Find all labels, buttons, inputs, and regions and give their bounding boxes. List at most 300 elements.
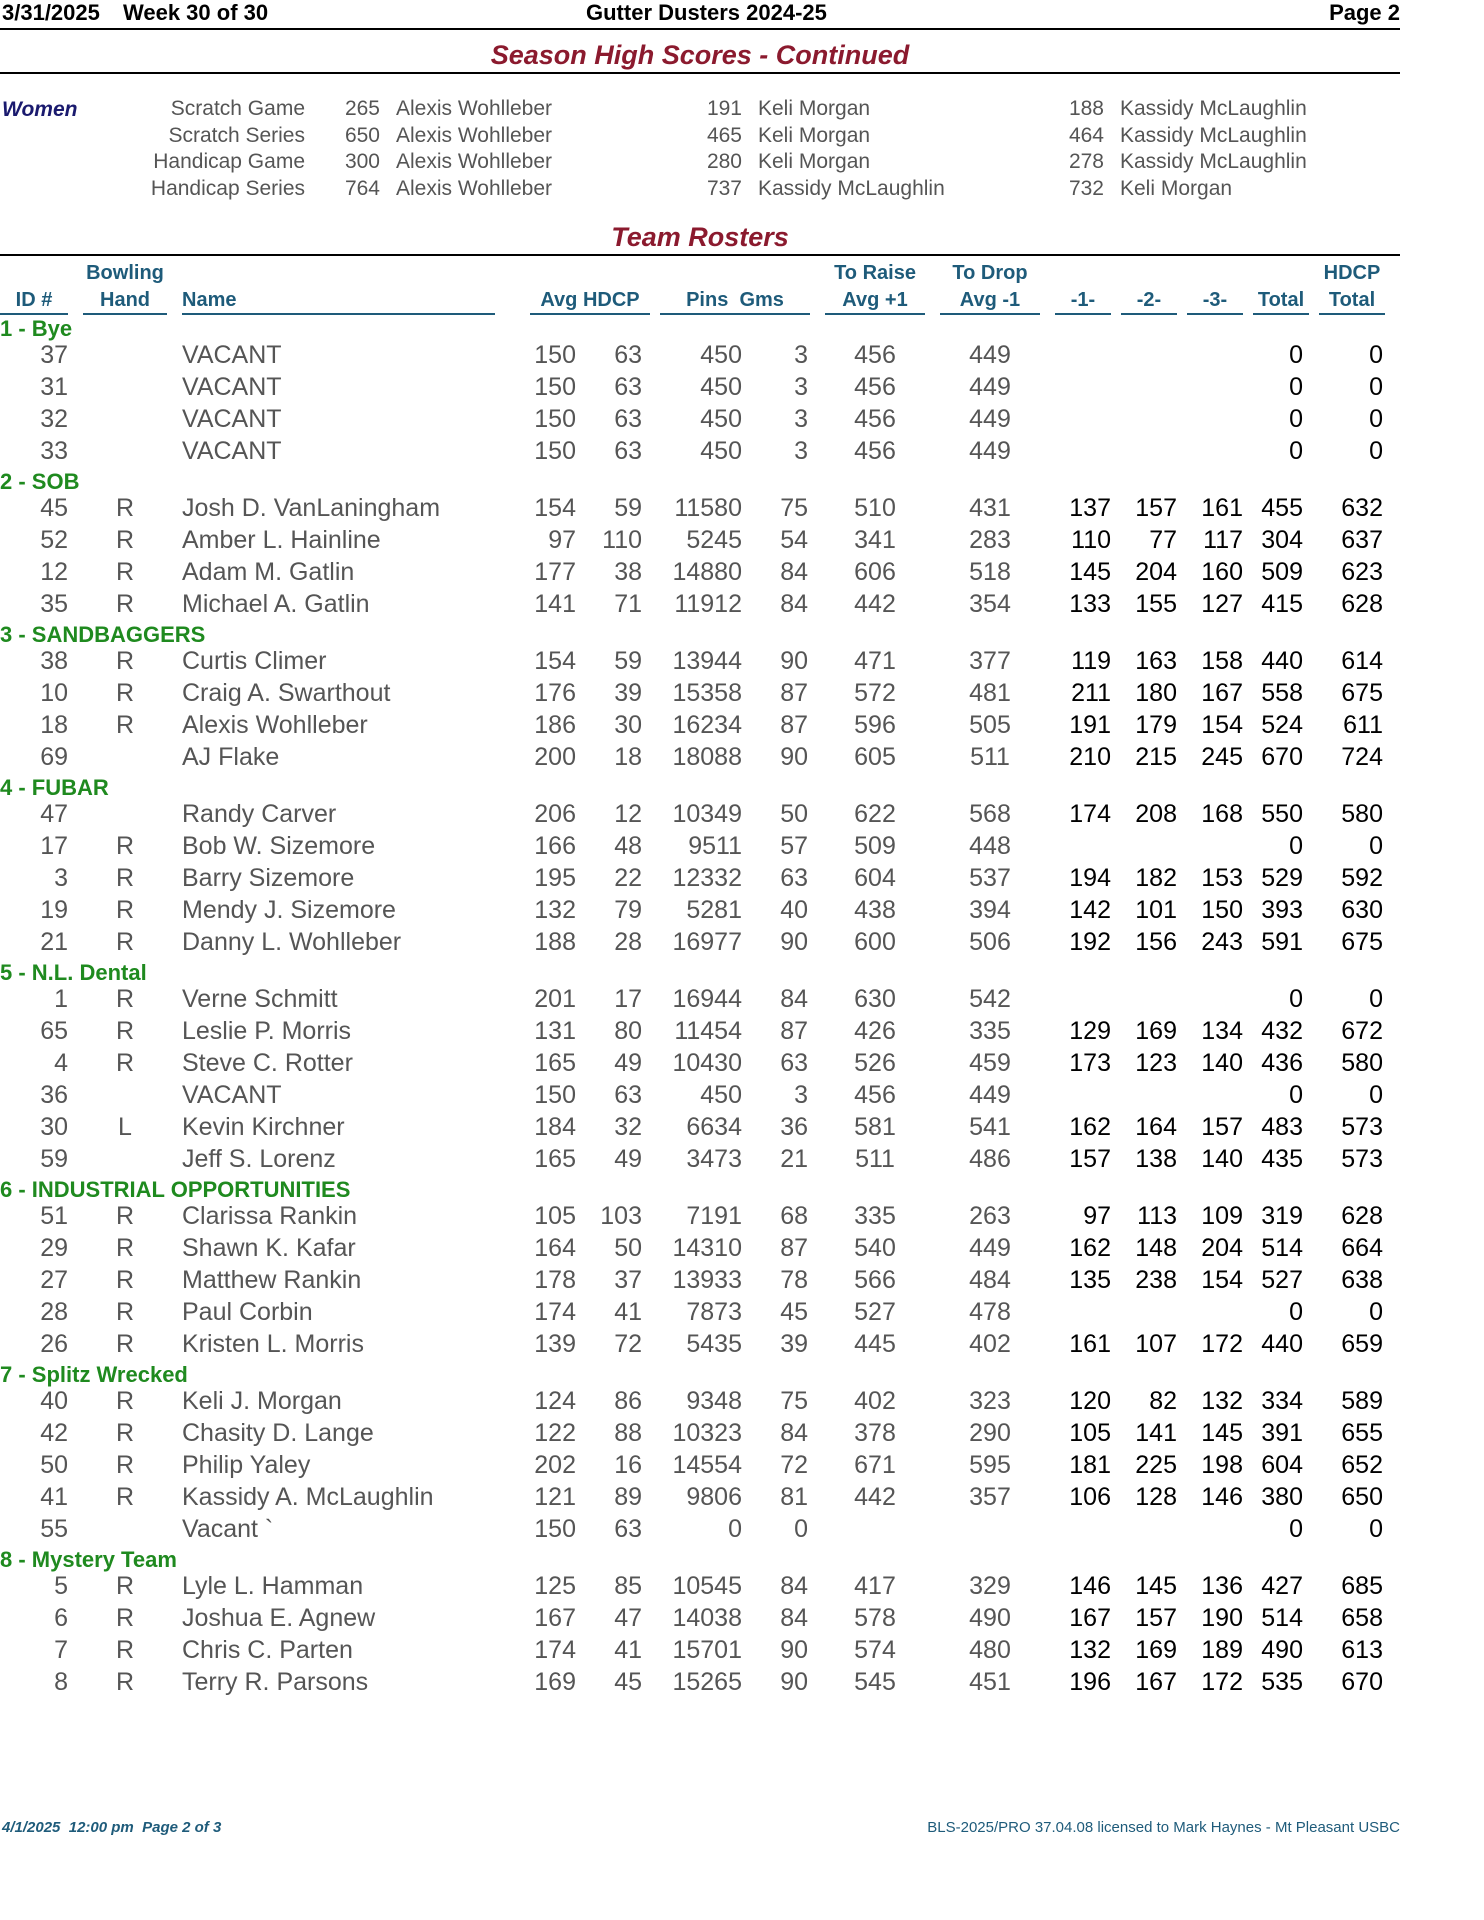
cell-to-raise: 426 [854,1017,896,1045]
header-underline [83,313,167,315]
cell-game-2: 101 [1135,896,1177,924]
high-scores-group: Women [2,98,78,121]
high-score-bowler: Kassidy McLaughlin [1120,123,1307,147]
cell-avg: 195 [534,864,576,892]
team-heading: 4 - FUBAR [0,775,109,800]
cell-games: 3 [794,437,808,465]
cell-game-1: 191 [1069,711,1111,739]
cell-id: 36 [40,1081,68,1109]
cell-name: Randy Carver [182,800,337,828]
cell-to-raise: 671 [854,1451,896,1479]
cell-name: Kevin Kirchner [182,1113,345,1141]
roster-row [0,590,1400,622]
roster-row [0,1419,1400,1451]
roster-row [0,1145,1400,1177]
high-score-category: Scratch Series [168,123,305,147]
high-score-bowler: Kassidy McLaughlin [1120,150,1307,173]
cell-hdcp-total: 0 [1369,1515,1383,1543]
cell-to-drop: 263 [969,1202,1011,1230]
cell-hdcp-total: 672 [1341,1017,1383,1045]
high-score-bowler: Keli Morgan [758,97,871,120]
cell-id: 8 [54,1668,68,1696]
page-header [0,0,1400,30]
cell-to-drop: 394 [969,896,1011,924]
cell-games: 87 [780,1234,808,1262]
cell-to-raise: 527 [854,1298,896,1326]
cell-hand: R [115,1451,135,1479]
cell-pins: 450 [700,1081,742,1109]
cell-hdcp-total: 0 [1369,437,1383,465]
team-heading: 3 - SANDBAGGERS [0,622,206,647]
cell-avg: 188 [534,928,576,956]
cell-id: 50 [40,1451,68,1479]
cell-pins: 450 [700,341,742,369]
cell-hdcp-total: 0 [1369,985,1383,1013]
cell-game-2: 225 [1135,1451,1177,1479]
cell-game-3: 172 [1201,1668,1243,1696]
cell-hand: R [115,1266,135,1294]
cell-to-raise: 445 [854,1330,896,1358]
cell-to-raise: 540 [854,1234,896,1262]
cell-id: 37 [40,341,68,369]
cell-games: 39 [780,1330,808,1358]
cell-game-2: 204 [1135,558,1177,586]
cell-game-3: 190 [1201,1604,1243,1632]
cell-game-1: 106 [1069,1483,1111,1511]
cell-to-drop: 505 [969,711,1011,739]
cell-total: 558 [1261,679,1303,707]
cell-hdcp: 41 [614,1636,642,1664]
cell-to-raise: 606 [854,558,896,586]
cell-id: 40 [40,1387,68,1415]
cell-game-2: 163 [1135,647,1177,675]
high-score-bowler: Keli Morgan [758,123,871,147]
cell-game-2: 123 [1135,1049,1177,1077]
header-underline [1253,313,1309,315]
cell-pins: 5435 [686,1330,742,1358]
cell-games: 3 [794,1081,808,1109]
col-avg-plus: Avg +1 [842,289,908,311]
cell-avg: 150 [534,405,576,433]
cell-avg: 150 [534,1515,576,1543]
roster-row [0,494,1400,526]
cell-hdcp: 71 [614,590,642,618]
cell-id: 17 [40,832,68,860]
cell-games: 57 [780,832,808,860]
roster-row [0,1636,1400,1668]
cell-game-1: 167 [1069,1604,1111,1632]
cell-id: 4 [54,1049,68,1077]
high-score-value: 737 [706,176,742,200]
cell-hdcp: 63 [614,405,642,433]
high-score-bowler: Alexis Wohlleber [396,150,553,173]
cell-to-drop: 449 [969,437,1011,465]
roster-row [0,558,1400,590]
roster-row [0,832,1400,864]
cell-id: 59 [40,1145,68,1173]
cell-hdcp-total: 589 [1341,1387,1383,1415]
cell-name: Michael A. Gatlin [182,590,370,618]
divider [0,254,1400,256]
rosters-title: Team Rosters [611,222,789,252]
cell-avg: 97 [548,526,576,554]
cell-pins: 10323 [672,1419,742,1447]
roster-row [0,743,1400,775]
col-hdcp-total: Total [1328,289,1376,311]
cell-hdcp-total: 611 [1343,711,1383,739]
roster-row [0,526,1400,558]
cell-games: 84 [780,1572,808,1600]
cell-to-drop: 431 [969,494,1011,522]
cell-games: 36 [780,1113,808,1141]
cell-name: Adam M. Gatlin [182,558,355,586]
cell-total: 334 [1261,1387,1303,1415]
cell-pins: 13933 [672,1266,742,1294]
cell-game-1: 196 [1069,1668,1111,1696]
cell-to-drop: 506 [969,928,1011,956]
cell-pins: 7191 [686,1202,742,1230]
cell-game-1: 192 [1069,928,1111,956]
cell-game-3: 160 [1201,558,1243,586]
cell-pins: 15701 [672,1636,742,1664]
team-heading: 2 - SOB [0,469,80,494]
header-underline [1055,313,1111,315]
cell-total: 436 [1261,1049,1303,1077]
cell-to-drop: 595 [969,1451,1011,1479]
cell-hdcp-total: 685 [1341,1572,1383,1600]
cell-total: 432 [1261,1017,1303,1045]
cell-total: 393 [1261,896,1303,924]
cell-game-3: 154 [1201,711,1243,739]
cell-id: 38 [40,647,68,675]
cell-hdcp-total: 0 [1369,405,1383,433]
cell-name: Verne Schmitt [182,985,338,1013]
col-pins-gms: Pins Gms [686,289,784,311]
team-heading: 5 - N.L. Dental [0,960,147,985]
cell-hdcp-total: 632 [1341,494,1383,522]
cell-avg: 124 [534,1387,576,1415]
cell-game-2: 82 [1149,1387,1177,1415]
cell-id: 47 [40,800,68,828]
cell-name: Josh D. VanLaningham [182,494,441,522]
cell-game-2: 107 [1135,1330,1177,1358]
cell-to-raise: 335 [854,1202,896,1230]
cell-pins: 0 [728,1515,742,1543]
cell-total: 535 [1261,1668,1303,1696]
cell-game-3: 145 [1201,1419,1243,1447]
cell-pins: 11580 [674,494,742,522]
cell-name: Chasity D. Lange [182,1419,374,1447]
cell-to-raise: 545 [854,1668,896,1696]
cell-to-drop: 542 [969,985,1011,1013]
cell-hdcp-total: 655 [1341,1419,1383,1447]
cell-total: 670 [1261,743,1303,771]
cell-id: 12 [40,558,68,586]
header-week: Week 30 of 30 [123,0,269,25]
cell-total: 0 [1289,373,1303,401]
cell-to-drop: 459 [969,1049,1011,1077]
cell-to-drop: 511 [970,743,1010,771]
cell-to-raise: 471 [854,647,896,675]
cell-to-drop: 354 [969,590,1011,618]
cell-total: 0 [1289,985,1303,1013]
cell-avg: 164 [534,1234,576,1262]
cell-hand: R [115,1572,135,1600]
cell-games: 81 [780,1483,808,1511]
cell-to-raise: 456 [854,341,896,369]
cell-games: 87 [780,1017,808,1045]
cell-avg: 176 [534,679,576,707]
cell-game-2: 164 [1135,1113,1177,1141]
cell-pins: 9806 [686,1483,742,1511]
cell-game-2: 157 [1135,1604,1177,1632]
cell-name: Jeff S. Lorenz [182,1145,336,1173]
cell-games: 90 [780,1636,808,1664]
cell-id: 31 [40,373,68,401]
cell-game-2: 113 [1137,1202,1177,1230]
cell-game-1: 129 [1069,1017,1111,1045]
cell-total: 529 [1261,864,1303,892]
cell-hdcp: 50 [614,1234,642,1262]
cell-avg: 150 [534,373,576,401]
cell-pins: 9348 [686,1387,742,1415]
cell-to-raise: 378 [854,1419,896,1447]
cell-to-drop: 448 [969,832,1011,860]
cell-total: 514 [1261,1604,1303,1632]
cell-total: 604 [1261,1451,1303,1479]
cell-total: 509 [1261,558,1303,586]
roster-row [0,711,1400,743]
roster-row [0,1330,1400,1362]
cell-hand: R [115,1202,135,1230]
cell-hand: R [115,1668,135,1696]
cell-game-1: 210 [1069,743,1111,771]
cell-game-1: 211 [1071,679,1111,707]
cell-avg: 184 [534,1113,576,1141]
cell-pins: 11454 [674,1017,742,1045]
cell-avg: 105 [534,1202,576,1230]
cell-game-3: 146 [1201,1483,1243,1511]
cell-pins: 5245 [686,526,742,554]
cell-hdcp: 18 [614,743,642,771]
cell-pins: 14554 [672,1451,742,1479]
cell-hdcp-total: 675 [1341,679,1383,707]
roster-row [0,1483,1400,1515]
cell-games: 84 [780,985,808,1013]
cell-to-drop: 484 [969,1266,1011,1294]
cell-id: 19 [40,896,68,924]
high-score-value: 191 [706,97,742,120]
high-score-bowler: Kassidy McLaughlin [758,176,945,200]
high-score-value: 650 [344,123,380,147]
cell-pins: 9511 [688,832,742,860]
cell-pins: 6634 [686,1113,742,1141]
cell-hand: R [115,864,135,892]
cell-name: Philip Yaley [182,1451,311,1479]
col-id: ID # [15,289,53,311]
cell-id: 65 [40,1017,68,1045]
cell-total: 304 [1261,526,1303,554]
high-score-value: 280 [706,150,742,173]
cell-games: 90 [780,647,808,675]
cell-game-3: 172 [1201,1330,1243,1358]
high-score-value: 764 [344,176,380,200]
cell-game-3: 136 [1201,1572,1243,1600]
high-score-value: 732 [1068,176,1104,200]
cell-hand: R [115,1604,135,1632]
cell-game-3: 243 [1201,928,1243,956]
cell-hdcp-total: 628 [1341,590,1383,618]
cell-avg: 121 [534,1483,576,1511]
cell-hdcp: 63 [614,1081,642,1109]
cell-to-raise: 417 [854,1572,896,1600]
cell-pins: 16944 [672,985,742,1013]
cell-avg: 141 [534,590,576,618]
cell-total: 415 [1261,590,1303,618]
cell-to-raise: 510 [854,494,896,522]
cell-pins: 15358 [672,679,742,707]
cell-total: 440 [1261,647,1303,675]
cell-hand: R [115,711,135,739]
cell-pins: 7873 [686,1298,742,1326]
cell-hdcp-total: 637 [1341,526,1383,554]
cell-name: Lyle L. Hamman [182,1572,364,1600]
cell-game-3: 132 [1201,1387,1243,1415]
cell-games: 87 [780,711,808,739]
cell-hand: R [115,647,135,675]
cell-hdcp-total: 638 [1341,1266,1383,1294]
cell-game-1: 162 [1069,1234,1111,1262]
cell-hdcp: 49 [614,1049,642,1077]
cell-pins: 11912 [674,590,742,618]
cell-pins: 10349 [672,800,742,828]
cell-name: AJ Flake [182,743,280,771]
cell-id: 29 [40,1234,68,1262]
cell-games: 87 [780,679,808,707]
cell-name: Alexis Wohlleber [182,711,368,739]
cell-hdcp-total: 0 [1369,373,1383,401]
cell-game-3: 167 [1201,679,1243,707]
cell-id: 27 [40,1266,68,1294]
cell-pins: 14038 [672,1604,742,1632]
cell-to-raise: 526 [854,1049,896,1077]
cell-games: 84 [780,1419,808,1447]
cell-id: 30 [40,1113,68,1141]
cell-game-2: 157 [1135,494,1177,522]
cell-total: 440 [1261,1330,1303,1358]
cell-id: 35 [40,590,68,618]
cell-pins: 14880 [672,558,742,586]
cell-name: Danny L. Wohlleber [182,928,402,956]
cell-total: 524 [1261,711,1303,739]
cell-avg: 132 [534,896,576,924]
cell-total: 483 [1261,1113,1303,1141]
header-underline [1121,313,1177,315]
col-to-drop: To Drop [952,262,1028,284]
cell-avg: 154 [534,494,576,522]
cell-game-3: 134 [1201,1017,1243,1045]
cell-pins: 5281 [686,896,742,924]
cell-hand: R [115,590,135,618]
cell-games: 90 [780,928,808,956]
roster-row [0,679,1400,711]
cell-pins: 10545 [672,1572,742,1600]
cell-game-1: 161 [1069,1330,1111,1358]
cell-avg: 200 [534,743,576,771]
cell-avg: 174 [534,1636,576,1664]
cell-games: 3 [794,373,808,401]
cell-game-2: 179 [1135,711,1177,739]
cell-hand: R [115,1387,135,1415]
cell-to-raise: 630 [854,985,896,1013]
cell-hdcp-total: 724 [1341,743,1383,771]
cell-pins: 3473 [686,1145,742,1173]
cell-hdcp-total: 675 [1341,928,1383,956]
cell-to-raise: 402 [854,1387,896,1415]
cell-avg: 166 [534,832,576,860]
cell-game-1: 133 [1069,590,1111,618]
cell-avg: 122 [534,1419,576,1447]
cell-game-2: 155 [1135,590,1177,618]
roster-row [0,1298,1400,1330]
cell-hand: R [115,1017,135,1045]
cell-name: Bob W. Sizemore [182,832,376,860]
cell-avg: 178 [534,1266,576,1294]
cell-hdcp: 72 [614,1330,642,1358]
high-score-bowler: Alexis Wohlleber [396,97,553,120]
cell-name: VACANT [182,437,282,465]
cell-hdcp: 12 [614,800,642,828]
cell-hdcp: 80 [614,1017,642,1045]
cell-to-drop: 329 [969,1572,1011,1600]
cell-avg: 174 [534,1298,576,1326]
cell-game-3: 140 [1201,1145,1243,1173]
cell-to-drop: 486 [969,1145,1011,1173]
cell-name: VACANT [182,341,282,369]
cell-pins: 18088 [672,743,742,771]
cell-game-1: 142 [1069,896,1111,924]
cell-to-raise: 456 [854,437,896,465]
cell-hdcp-total: 670 [1341,1668,1383,1696]
cell-name: Keli J. Morgan [182,1387,342,1415]
cell-games: 90 [780,743,808,771]
cell-hand: R [115,1330,135,1358]
cell-total: 591 [1261,928,1303,956]
cell-id: 33 [40,437,68,465]
cell-hdcp-total: 0 [1369,1081,1383,1109]
cell-name: Paul Corbin [182,1298,313,1326]
cell-game-3: 245 [1201,743,1243,771]
cell-to-drop: 490 [969,1604,1011,1632]
cell-id: 51 [40,1202,68,1230]
cell-games: 90 [780,1668,808,1696]
cell-hdcp: 41 [614,1298,642,1326]
cell-game-1: 157 [1069,1145,1111,1173]
cell-to-drop: 449 [969,373,1011,401]
col-name: Name [182,289,237,311]
cell-games: 40 [780,896,808,924]
roster-row [0,1387,1400,1419]
cell-to-drop: 323 [969,1387,1011,1415]
cell-hdcp: 85 [614,1572,642,1600]
cell-game-3: 204 [1201,1234,1243,1262]
cell-game-1: 110 [1071,526,1111,554]
cell-avg: 125 [534,1572,576,1600]
cell-pins: 450 [700,373,742,401]
cell-hdcp-total: 630 [1341,896,1383,924]
cell-games: 3 [794,341,808,369]
cell-avg: 150 [534,1081,576,1109]
